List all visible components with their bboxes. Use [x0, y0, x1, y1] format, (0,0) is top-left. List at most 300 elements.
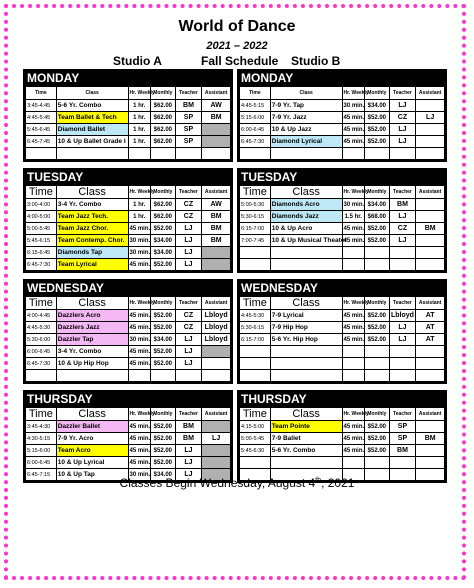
cell-cls: [56, 370, 128, 382]
table-row: [26, 247, 231, 259]
day-row-thursday: [23, 390, 447, 483]
cell-monthly: $52.00: [151, 358, 176, 370]
table-row: [26, 259, 231, 271]
cell-monthly: $62.00: [151, 124, 176, 136]
cell-asst: AT: [416, 334, 445, 346]
column-header: Teacher: [175, 408, 202, 421]
cell-cls: 10 & Up Musical Theater: [270, 235, 342, 247]
studio-b-label: Studio B: [291, 54, 341, 68]
cell-asst: [416, 259, 445, 271]
cell-teacher: Lbloyd: [389, 310, 416, 322]
cell-asst: [416, 211, 445, 223]
cell-monthly: $52.00: [151, 259, 176, 271]
cell-hr: 45 min.: [342, 223, 365, 235]
cell-monthly: $52.00: [365, 334, 390, 346]
header-row: [26, 186, 231, 199]
cell-hr: 45 min.: [342, 310, 365, 322]
column-header: Monthly: [151, 297, 176, 310]
table-row: [240, 310, 445, 322]
cell-cls: 5-6 Yr. Hip Hop: [270, 334, 342, 346]
column-header: Time: [240, 87, 271, 100]
table-row: [240, 148, 445, 160]
cell-teacher: [389, 346, 416, 358]
cell-monthly: $52.00: [365, 421, 390, 433]
cell-monthly: $52.00: [151, 322, 176, 334]
cell-hr: 45 min.: [128, 259, 151, 271]
cell-cls: Team Contemp. Chor.: [56, 235, 128, 247]
day-label: WEDNESDAY: [27, 281, 104, 295]
cell-teacher: SP: [175, 112, 202, 124]
cell-cls: Diamonds Acro: [270, 199, 342, 211]
header-row: [26, 297, 231, 310]
table-row: [240, 322, 445, 334]
cell-asst: [416, 358, 445, 370]
cell-teacher: CZ: [175, 310, 202, 322]
cell-time: 6:15-7:00: [240, 223, 271, 235]
cell-monthly: $34.00: [151, 247, 176, 259]
header-row: [26, 87, 231, 100]
cell-time: 5:45-6:45: [26, 124, 57, 136]
cell-cls: Dazzlers Jazz: [56, 322, 128, 334]
cell-time: 6:45-7:30: [26, 259, 57, 271]
header-row: [240, 186, 445, 199]
cell-monthly: $52.00: [151, 223, 176, 235]
cell-time: [240, 358, 271, 370]
cell-time: 6:00-6:45: [26, 346, 57, 358]
cell-teacher: BM: [389, 445, 416, 457]
cell-hr: 45 min.: [128, 322, 151, 334]
cell-cls: 7-9 Yr. Tap: [270, 100, 342, 112]
cell-cls: Team Pointe: [270, 421, 342, 433]
cell-monthly: $34.00: [151, 469, 176, 481]
cell-asst: LJ: [202, 433, 231, 445]
column-header: Teacher: [389, 297, 416, 310]
cell-monthly: $52.00: [151, 310, 176, 322]
schedule-monday-studio-a: [23, 69, 233, 162]
footer-note: [0, 476, 474, 490]
cell-asst: [202, 370, 231, 382]
cell-time: 5:15-6:00: [240, 112, 271, 124]
cell-asst: [416, 346, 445, 358]
cell-asst: [202, 259, 231, 271]
cell-teacher: SP: [389, 421, 416, 433]
cell-teacher: SP: [175, 124, 202, 136]
cell-time: 4:00-5:00: [26, 211, 57, 223]
cell-teacher: CZ: [175, 211, 202, 223]
cell-cls: 3-4 Yr. Combo: [56, 199, 128, 211]
schedule-tuesday-studio-a: [23, 168, 233, 273]
cell-cls: 7-9 Hip Hop: [270, 322, 342, 334]
header-row: [240, 297, 445, 310]
cell-monthly: [365, 358, 390, 370]
column-header: Teacher: [389, 87, 416, 100]
cell-teacher: [389, 259, 416, 271]
cell-monthly: $62.00: [151, 100, 176, 112]
cell-hr: [342, 259, 365, 271]
cell-time: 5:15-6:00: [26, 445, 57, 457]
table-row: [26, 148, 231, 160]
cell-monthly: $52.00: [365, 223, 390, 235]
cell-teacher: LJ: [175, 469, 202, 481]
header-row: [240, 87, 445, 100]
cell-teacher: LJ: [175, 334, 202, 346]
cell-monthly: $34.00: [151, 235, 176, 247]
cell-time: 4:15-5:00: [240, 421, 271, 433]
cell-teacher: CZ: [175, 199, 202, 211]
cell-asst: [416, 235, 445, 247]
column-header: Monthly: [365, 297, 390, 310]
cell-hr: 30 min.: [342, 199, 365, 211]
cell-cls: Diamond Ballet: [56, 124, 128, 136]
table-row: [26, 445, 231, 457]
cell-teacher: BM: [175, 100, 202, 112]
cell-hr: 45 min.: [342, 433, 365, 445]
cell-hr: 45 min.: [342, 136, 365, 148]
cell-teacher: LJ: [389, 136, 416, 148]
cell-cls: Team Jazz Tech.: [56, 211, 128, 223]
table-row: [26, 457, 231, 469]
column-header: Hr. Weekly: [128, 297, 151, 310]
cell-asst: BM: [416, 433, 445, 445]
cell-cls: [270, 346, 342, 358]
cell-asst: BM: [202, 112, 231, 124]
day-label: THURSDAY: [27, 392, 93, 406]
table-row: [26, 421, 231, 433]
table-row: [26, 346, 231, 358]
table-row: [26, 334, 231, 346]
column-header: Teacher: [389, 408, 416, 421]
cell-hr: 30 min.: [128, 334, 151, 346]
cell-monthly: $52.00: [365, 136, 390, 148]
cell-cls: [270, 259, 342, 271]
cell-monthly: $52.00: [151, 433, 176, 445]
cell-hr: 45 min.: [342, 334, 365, 346]
cell-monthly: $62.00: [151, 136, 176, 148]
table-row: [26, 310, 231, 322]
column-header: Hr. Weekly: [342, 297, 365, 310]
day-label: MONDAY: [241, 71, 294, 85]
cell-time: 6:45-7:15: [26, 469, 57, 481]
column-header: Class: [270, 87, 342, 100]
cell-asst: [416, 370, 445, 382]
column-header: Assistant: [416, 408, 445, 421]
schedule-table: [239, 185, 445, 271]
schedule-thursday-studio-b: [237, 390, 447, 483]
cell-cls: Dazzler Ballet: [56, 421, 128, 433]
cell-monthly: $52.00: [365, 124, 390, 136]
column-header: Class: [56, 186, 128, 199]
cell-teacher: CZ: [389, 112, 416, 124]
cell-time: 4:00-4:45: [26, 310, 57, 322]
cell-hr: 45 min.: [342, 421, 365, 433]
table-row: [240, 358, 445, 370]
cell-teacher: [389, 148, 416, 160]
cell-teacher: LJ: [175, 247, 202, 259]
cell-hr: 1 hr.: [128, 136, 151, 148]
column-header: Time: [240, 186, 271, 199]
cell-hr: 30 min.: [342, 100, 365, 112]
cell-teacher: [389, 358, 416, 370]
cell-asst: LJ: [416, 112, 445, 124]
cell-asst: [202, 358, 231, 370]
cell-hr: [342, 358, 365, 370]
cell-time: [240, 148, 271, 160]
column-header: Monthly: [151, 186, 176, 199]
schedule-wednesday-studio-b: [237, 279, 447, 384]
cell-asst: [416, 457, 445, 469]
table-row: [240, 259, 445, 271]
table-row: [240, 100, 445, 112]
cell-monthly: $62.00: [151, 211, 176, 223]
cell-time: 4:45-5:30: [26, 322, 57, 334]
cell-monthly: $52.00: [365, 235, 390, 247]
cell-time: 4:30-5:15: [26, 433, 57, 445]
table-row: [26, 112, 231, 124]
table-row: [26, 223, 231, 235]
day-label: MONDAY: [27, 71, 80, 85]
cell-hr: 45 min.: [128, 457, 151, 469]
cell-hr: [342, 148, 365, 160]
cell-time: 4:45-5:30: [240, 310, 271, 322]
cell-cls: 10 & Up Hip Hop: [56, 358, 128, 370]
cell-teacher: [175, 148, 202, 160]
table-row: [240, 457, 445, 469]
studio-a-label: Studio A: [113, 54, 162, 68]
cell-hr: 45 min.: [342, 445, 365, 457]
cell-asst: BM: [202, 223, 231, 235]
cell-time: [240, 259, 271, 271]
cell-teacher: [389, 247, 416, 259]
cell-cls: Diamond Lyrical: [270, 136, 342, 148]
column-header: Class: [270, 408, 342, 421]
cell-asst: AW: [202, 199, 231, 211]
cell-monthly: [365, 346, 390, 358]
column-header: Assistant: [202, 186, 231, 199]
schedule-table: [25, 296, 231, 382]
cell-teacher: SP: [175, 136, 202, 148]
cell-cls: [270, 457, 342, 469]
schedule-monday-studio-b: [237, 69, 447, 162]
day-row-wednesday: [23, 279, 447, 384]
cell-asst: Lbloyd: [202, 334, 231, 346]
cell-asst: BM: [202, 235, 231, 247]
cell-time: 3:45-4:45: [26, 100, 57, 112]
cell-cls: 10 & Up Tap: [56, 469, 128, 481]
column-header: Time: [240, 408, 271, 421]
cell-asst: [202, 421, 231, 433]
cell-monthly: [365, 370, 390, 382]
cell-teacher: LJ: [389, 334, 416, 346]
cell-cls: 7-9 Yr. Acro: [56, 433, 128, 445]
cell-time: 6:00-6:45: [26, 457, 57, 469]
cell-time: 4:45-5:15: [240, 100, 271, 112]
column-header: Time: [26, 186, 57, 199]
cell-hr: 1 hr.: [128, 100, 151, 112]
cell-cls: 7-9 Lyrical: [270, 310, 342, 322]
cell-monthly: $62.00: [151, 199, 176, 211]
cell-monthly: $52.00: [365, 310, 390, 322]
cell-hr: 45 min.: [128, 358, 151, 370]
table-row: [240, 421, 445, 433]
cell-monthly: $34.00: [365, 199, 390, 211]
cell-hr: 45 min.: [128, 433, 151, 445]
column-header: Hr. Weekly: [128, 408, 151, 421]
cell-asst: [202, 136, 231, 148]
cell-cls: [270, 148, 342, 160]
cell-time: 6:45-7:30: [240, 136, 271, 148]
cell-time: 5:00-5:30: [240, 199, 271, 211]
cell-monthly: $68.00: [365, 211, 390, 223]
cell-time: 5:45-6:30: [240, 445, 271, 457]
table-row: [26, 235, 231, 247]
table-row: [26, 370, 231, 382]
header-row: [26, 408, 231, 421]
cell-hr: 1 hr.: [128, 124, 151, 136]
table-row: [26, 358, 231, 370]
cell-time: 5:45-6:15: [26, 235, 57, 247]
cell-cls: 7-9 Ballet: [270, 433, 342, 445]
cell-asst: [416, 445, 445, 457]
schedule-table: [239, 407, 445, 481]
cell-time: 5:00-5:45: [26, 223, 57, 235]
table-row: [240, 370, 445, 382]
cell-cls: 10 & Up Ballet Grade I: [56, 136, 128, 148]
cell-asst: [416, 100, 445, 112]
cell-teacher: CZ: [389, 223, 416, 235]
cell-teacher: LJ: [175, 235, 202, 247]
day-label: TUESDAY: [241, 170, 298, 184]
cell-hr: [342, 247, 365, 259]
column-header: Monthly: [151, 87, 176, 100]
schedule-thursday-studio-a: [23, 390, 233, 483]
cell-time: 6:45-7:30: [26, 358, 57, 370]
cell-teacher: BM: [389, 199, 416, 211]
table-row: [240, 433, 445, 445]
column-header: Hr. Weekly: [342, 408, 365, 421]
schedule-tables: [23, 69, 447, 489]
cell-time: [26, 148, 57, 160]
day-label: THURSDAY: [241, 392, 307, 406]
cell-hr: [128, 148, 151, 160]
column-header: Class: [270, 186, 342, 199]
column-header: Hr. Weekly: [128, 186, 151, 199]
cell-hr: 1 hr.: [128, 112, 151, 124]
column-header: Assistant: [416, 87, 445, 100]
cell-hr: [342, 346, 365, 358]
cell-cls: Team Lyrical: [56, 259, 128, 271]
table-row: [240, 136, 445, 148]
cell-teacher: LJ: [389, 124, 416, 136]
column-header: Monthly: [365, 408, 390, 421]
column-header: Time: [26, 297, 57, 310]
cell-teacher: LJ: [389, 211, 416, 223]
cell-hr: 1 hr.: [128, 211, 151, 223]
page-title: World of Dance: [178, 18, 296, 35]
cell-asst: Lbloyd: [202, 322, 231, 334]
day-row-monday: [23, 69, 447, 162]
cell-time: 3:00-4:00: [26, 199, 57, 211]
table-row: [26, 136, 231, 148]
cell-asst: [202, 247, 231, 259]
cell-cls: Diamonds Jazz: [270, 211, 342, 223]
column-header: Assistant: [416, 297, 445, 310]
cell-teacher: LJ: [175, 358, 202, 370]
cell-time: 3:45-4:30: [26, 421, 57, 433]
cell-asst: [202, 346, 231, 358]
schedule-table: [25, 86, 231, 160]
cell-asst: [416, 136, 445, 148]
cell-hr: 30 min.: [128, 247, 151, 259]
table-row: [26, 433, 231, 445]
table-row: [240, 124, 445, 136]
cell-asst: BM: [202, 211, 231, 223]
cell-teacher: LJ: [389, 322, 416, 334]
cell-teacher: LJ: [175, 346, 202, 358]
cell-monthly: $34.00: [151, 334, 176, 346]
cell-asst: [202, 457, 231, 469]
cell-hr: 30 min.: [128, 235, 151, 247]
cell-time: 5:30-6:15: [240, 211, 271, 223]
table-row: [240, 211, 445, 223]
cell-asst: Lbloyd: [202, 310, 231, 322]
cell-cls: [270, 247, 342, 259]
column-header: Class: [270, 297, 342, 310]
cell-monthly: [365, 259, 390, 271]
cell-teacher: [389, 457, 416, 469]
cell-monthly: $52.00: [365, 322, 390, 334]
day-row-tuesday: [23, 168, 447, 273]
column-header: Assistant: [202, 297, 231, 310]
cell-asst: [416, 421, 445, 433]
cell-time: [26, 370, 57, 382]
cell-hr: 45 min.: [342, 124, 365, 136]
cell-cls: 5-6 Yr. Combo: [56, 100, 128, 112]
footer-text: Classes Begin Wednesday, August 4: [119, 476, 316, 490]
table-row: [26, 199, 231, 211]
table-row: [240, 247, 445, 259]
cell-time: 7:00-7:45: [240, 235, 271, 247]
cell-teacher: [175, 370, 202, 382]
table-row: [240, 334, 445, 346]
table-row: [240, 223, 445, 235]
cell-hr: 45 min.: [128, 445, 151, 457]
cell-teacher: [389, 370, 416, 382]
column-header: Class: [56, 297, 128, 310]
day-label: TUESDAY: [27, 170, 84, 184]
cell-teacher: LJ: [175, 259, 202, 271]
cell-time: [240, 247, 271, 259]
cell-hr: 1 hr.: [128, 199, 151, 211]
table-row: [240, 235, 445, 247]
cell-time: 6:45-7:45: [26, 136, 57, 148]
cell-monthly: [151, 148, 176, 160]
cell-time: [240, 457, 271, 469]
table-row: [26, 322, 231, 334]
cell-teacher: LJ: [175, 445, 202, 457]
cell-hr: 45 min.: [128, 421, 151, 433]
cell-cls: 7-9 Yr. Jazz: [270, 112, 342, 124]
table-row: [26, 124, 231, 136]
cell-cls: 10 & Up Acro: [270, 223, 342, 235]
cell-cls: Team Jazz Chor.: [56, 223, 128, 235]
cell-monthly: $52.00: [365, 445, 390, 457]
cell-monthly: [365, 148, 390, 160]
schedule-table: [25, 407, 231, 481]
cell-cls: Team Ballet & Tech: [56, 112, 128, 124]
cell-time: 5:30-6:00: [26, 334, 57, 346]
column-header: Teacher: [175, 186, 202, 199]
season-subtitle: 2021 – 2022: [206, 40, 268, 52]
